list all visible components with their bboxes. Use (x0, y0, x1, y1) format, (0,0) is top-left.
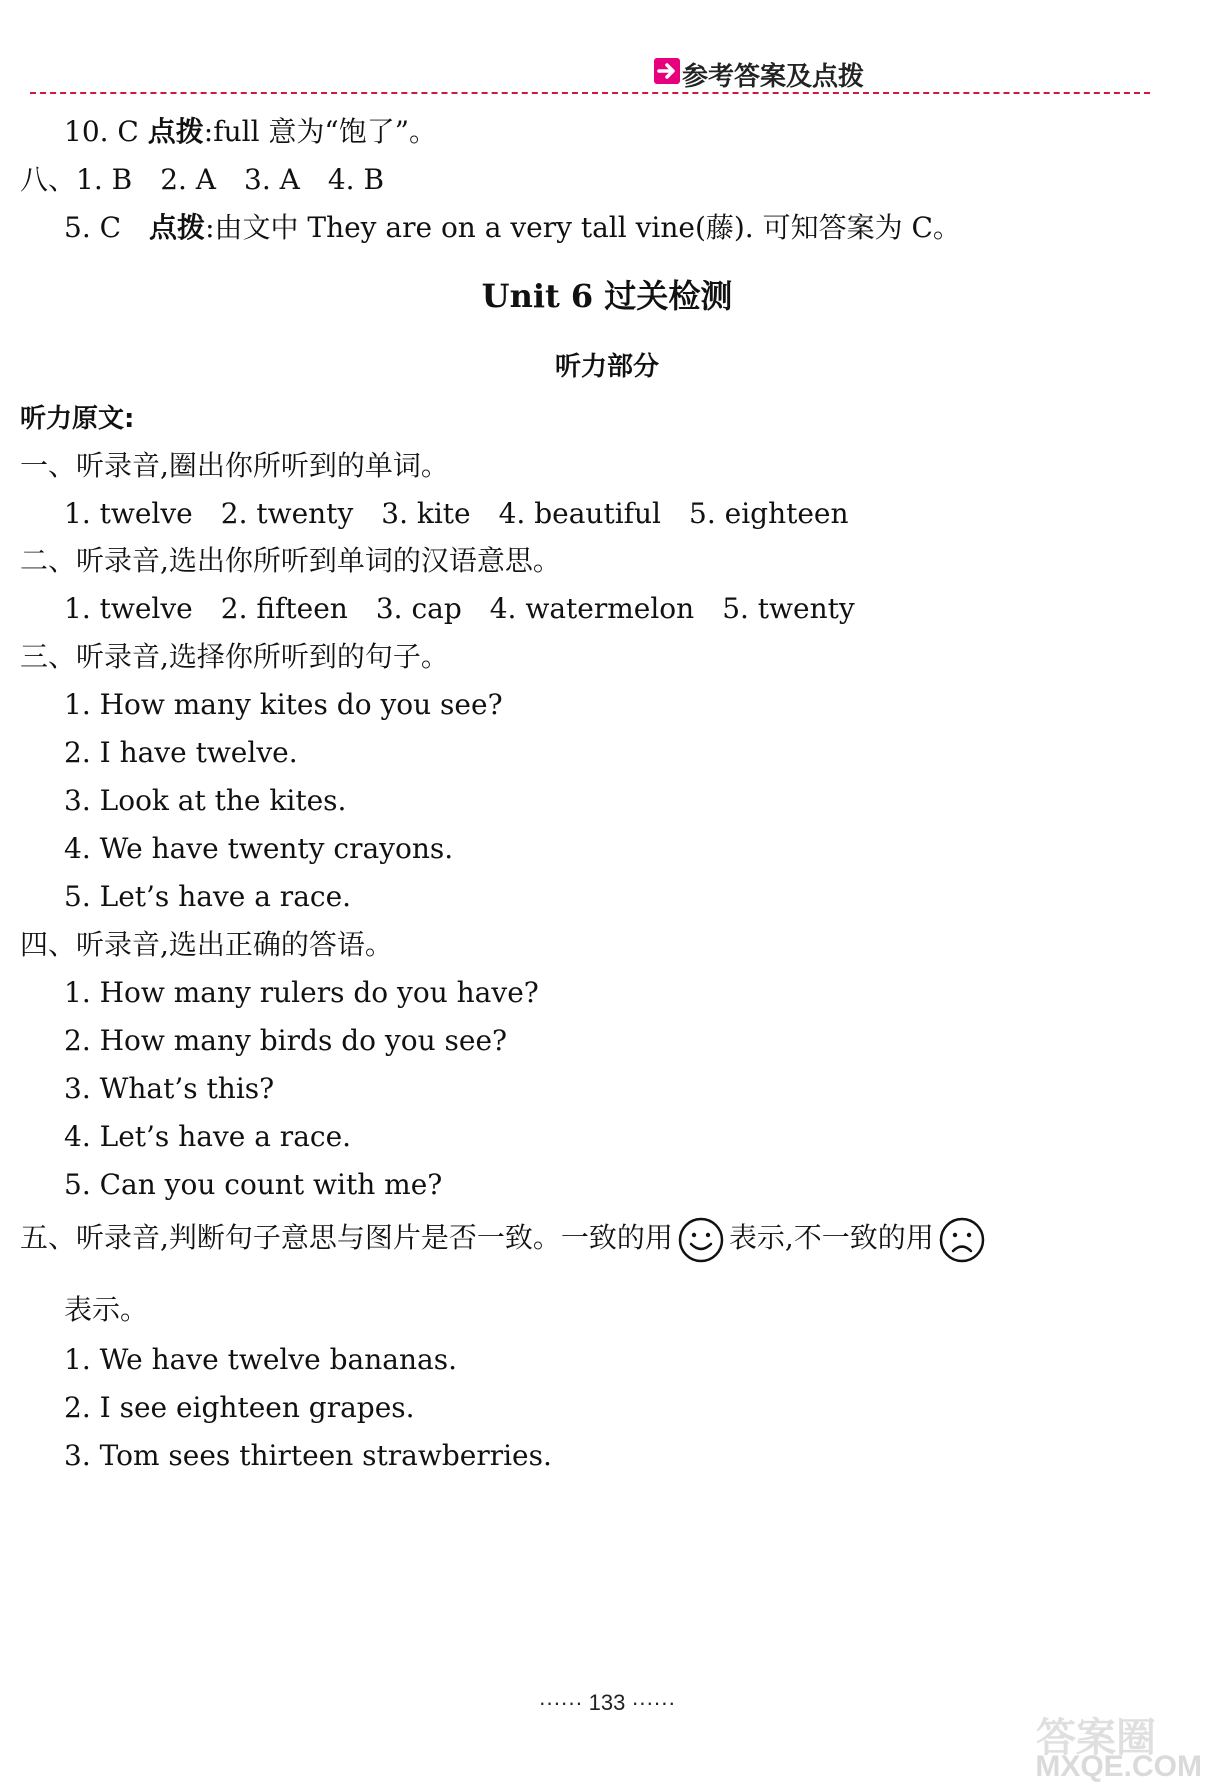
section-title: 听力部分 (554, 352, 659, 382)
section-2-title: 二、听录音,选出你所听到单词的汉语意思。 (20, 544, 561, 577)
section-2-words: 1. twelve 2. fifteen 3. cap 4. watermelon 5. twenty (64, 592, 855, 625)
smiley-face-icon (677, 1216, 725, 1264)
section-5-title-end: 表示。 (64, 1293, 149, 1326)
section-4-item: 5. Can you count with me? (64, 1168, 443, 1201)
section-3-item: 5. Let’s have a race. (64, 880, 352, 913)
section-1-words: 1. twelve 2. twenty 3. kite 4. beautiful 5. eighteen (64, 497, 849, 530)
header-label: 参考答案及点拨 (682, 62, 865, 92)
section-5-item: 3. Tom sees thirteen strawberries. (64, 1439, 552, 1472)
section-1-title: 一、听录音,圈出你所听到的单词。 (20, 449, 449, 482)
watermark-mark: 答案圈 (1036, 1715, 1156, 1761)
transcript-label: 听力原文: (20, 404, 135, 434)
section-5-item: 2. I see eighteen grapes. (64, 1391, 415, 1424)
watermark-text: MXQE.COM (1035, 1750, 1202, 1783)
answer-10: 10. C 点拨:full 意为“饱了”。 (64, 115, 438, 148)
header-divider (30, 92, 1150, 94)
page-header (0, 0, 1214, 100)
watermark-logo (1030, 1700, 1210, 1792)
section-3-title: 三、听录音,选择你所听到的句子。 (20, 640, 449, 673)
section-3-item: 1. How many kites do you see? (64, 688, 503, 721)
unit-title: Unit 6 过关检测 (481, 277, 733, 315)
answer-part-8: 八、1. B 2. A 3. A 4. B (20, 163, 385, 196)
section-4-item: 1. How many rulers do you have? (64, 976, 539, 1009)
section-3-item: 4. We have twenty crayons. (64, 832, 454, 865)
page-number: ······ 133 ······ (538, 1690, 676, 1715)
section-4-item: 3. What’s this? (64, 1072, 275, 1105)
section-4-title: 四、听录音,选出正确的答语。 (20, 928, 393, 961)
section-5-item: 1. We have twelve bananas. (64, 1343, 457, 1376)
section-3-item: 2. I have twelve. (64, 736, 298, 769)
section-5-title: 五、听录音,判断句子意思与图片是否一致。一致的用 表示,不一致的用 (20, 1214, 990, 1264)
sad-face-icon (938, 1216, 986, 1264)
answer-5: 5. C 点拨:由文中 They are on a very tall vine(藤). 可知答案为 C。 (64, 211, 961, 244)
section-3-item: 3. Look at the kites. (64, 784, 347, 817)
arrow-right-icon (654, 58, 680, 84)
section-4-item: 2. How many birds do you see? (64, 1024, 508, 1057)
section-4-item: 4. Let’s have a race. (64, 1120, 352, 1153)
